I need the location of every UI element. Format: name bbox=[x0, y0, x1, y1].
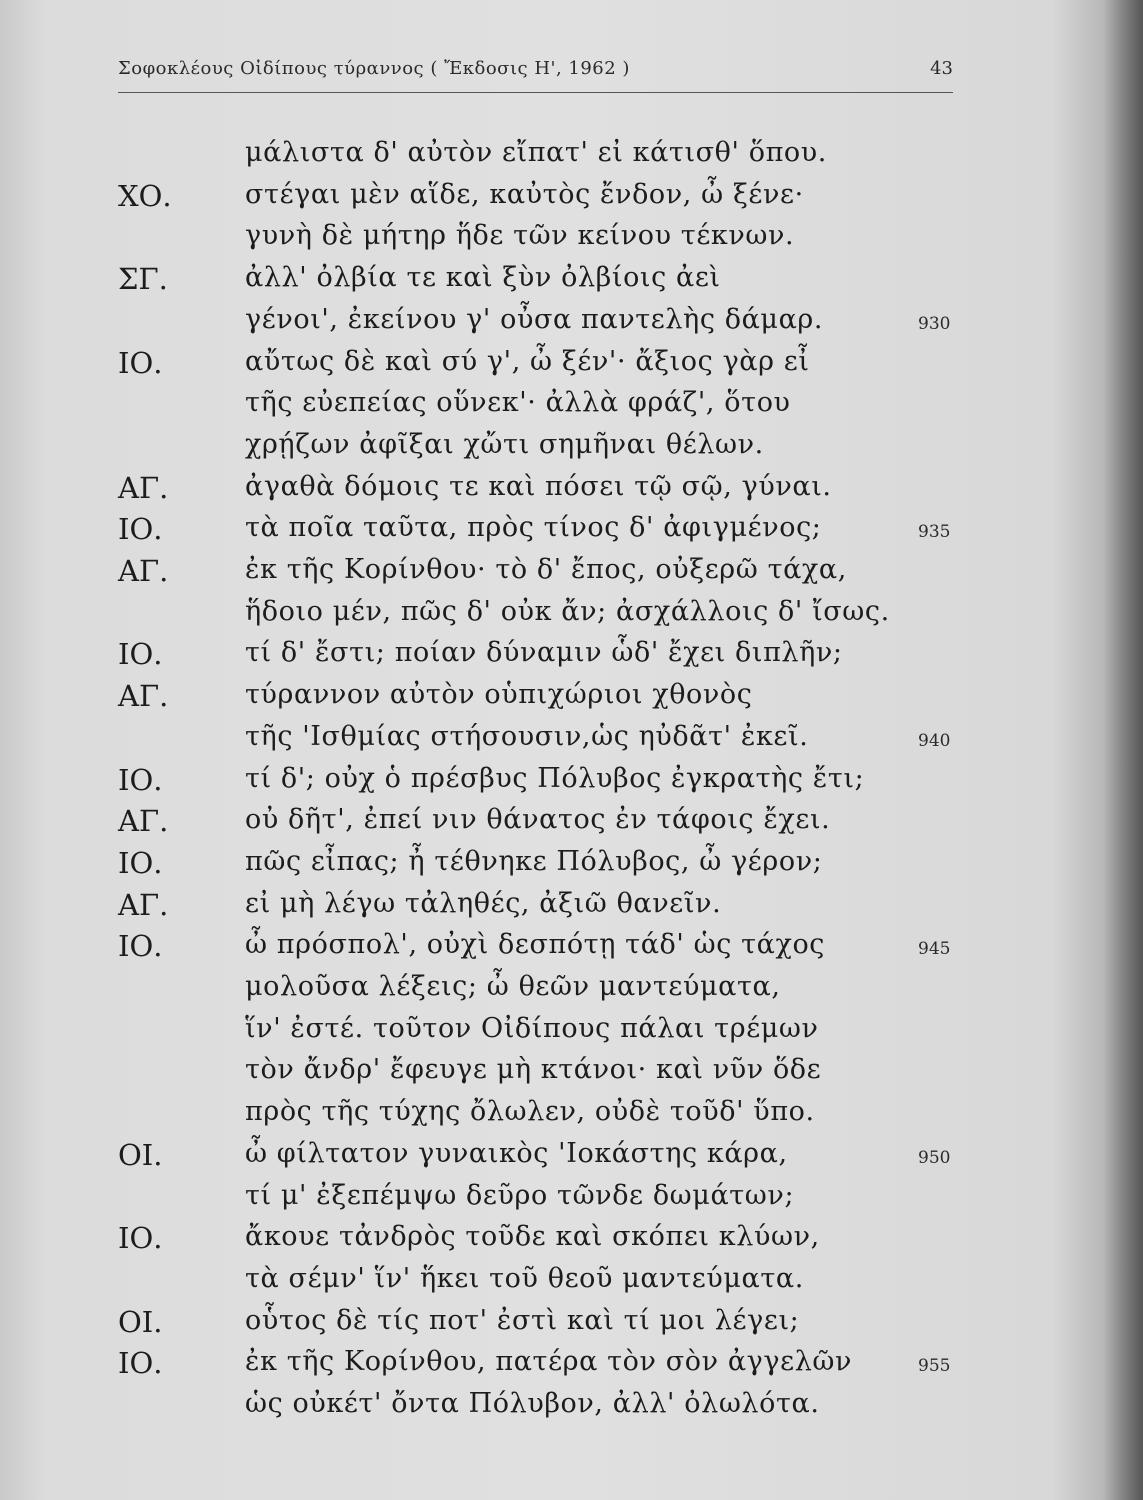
speaker-label: ΙΟ. bbox=[118, 637, 163, 672]
line-number: 945 bbox=[918, 939, 951, 960]
verse-line bbox=[0, 304, 1143, 346]
speaker-label: ΙΟ. bbox=[118, 929, 163, 964]
verse-text: τί μ' ἐξεπέμψω δεῦρο τῶνδε δωμάτων; bbox=[245, 1179, 795, 1211]
verse-line bbox=[0, 763, 1143, 805]
verse-line bbox=[0, 1263, 1143, 1305]
verse-line bbox=[0, 1180, 1143, 1222]
speaker-label: ΑΓ. bbox=[118, 887, 169, 922]
verse-line bbox=[0, 554, 1143, 596]
verse-line bbox=[0, 179, 1143, 221]
verse-line bbox=[0, 679, 1143, 721]
verse-line bbox=[0, 1346, 1143, 1388]
verse-text: ἀγαθὰ δόμοις τε καὶ πόσει τῷ σῷ, γύναι. bbox=[245, 470, 832, 502]
speaker-label: ΙΟ. bbox=[118, 1221, 163, 1256]
verse-text: χρῄζων ἀφῖξαι χὤτι σημῆναι θέλων. bbox=[245, 428, 764, 460]
verse-line bbox=[0, 888, 1143, 930]
verse-line bbox=[0, 1221, 1143, 1263]
speaker-label: ΑΓ. bbox=[118, 804, 169, 839]
verse-text: πρὸς τῆς τύχης ὄλωλεν, οὐδὲ τοῦδ' ὕπο. bbox=[245, 1096, 815, 1128]
speaker-label: ΑΓ. bbox=[118, 554, 169, 588]
verse-text: τῆς εὐεπείας οὕνεκ'· ἀλλὰ φράζ', ὅτου bbox=[245, 387, 791, 419]
speaker-label: ΙΟ. bbox=[118, 1346, 163, 1381]
page-number: 43 bbox=[930, 58, 953, 79]
speaker-label: ΑΓ. bbox=[118, 679, 169, 714]
verse-line bbox=[0, 721, 1143, 763]
verse-text: μολοῦσα λέξεις; ὦ θεῶν μαντεύματα, bbox=[245, 971, 781, 1002]
verse-line bbox=[0, 1388, 1143, 1430]
verse-line bbox=[0, 346, 1143, 388]
verse-text: γένοι', ἐκείνου γ' οὖσα παντελὴς δάμαρ. bbox=[245, 303, 824, 335]
line-number: 940 bbox=[918, 730, 951, 751]
verse-text: τὸν ἄνδρ' ἔφευγε μὴ κτάνοι· καὶ νῦν ὅδε bbox=[245, 1054, 822, 1086]
verse-text: τῆς 'Ισθμίας στήσουσιν,ὡς ηὐδᾶτ' ἐκεῖ. bbox=[245, 720, 809, 752]
verse-text: γυνὴ δὲ μήτηρ ἥδε τῶν κείνου τέκνων. bbox=[245, 220, 795, 252]
verse-line bbox=[0, 637, 1143, 679]
verse-text: ὦ πρόσπολ', οὐχὶ δεσπότῃ τάδ' ὡς τάχος bbox=[245, 929, 826, 961]
verse-text: ὦ φίλτατον γυναικὸς 'Ιοκάστης κάρα, bbox=[245, 1137, 788, 1169]
verse-text: μάλιστα δ' αὐτὸν εἴπατ' εἰ κάτισθ' ὅπου. bbox=[245, 137, 827, 168]
verse-text: τὰ ποῖα ταῦτα, πρὸς τίνος δ' ἀφιγμένος; bbox=[245, 512, 822, 544]
verse-line bbox=[0, 1305, 1143, 1347]
verse-line bbox=[0, 1138, 1143, 1180]
line-number: 955 bbox=[918, 1356, 951, 1377]
verse-line bbox=[0, 1013, 1143, 1055]
verse-line bbox=[0, 804, 1143, 846]
speaker-label: ΣΓ. bbox=[118, 262, 168, 297]
speaker-label: ΙΟ. bbox=[118, 845, 163, 880]
verse-line bbox=[0, 262, 1143, 304]
running-title: Σοφοκλέους Οἰδίπους τύραννος ( Ἔκδοσις Η', 1962 ) bbox=[118, 58, 630, 79]
verse-text: ὡς οὐκέτ' ὄντα Πόλυβον, ἀλλ' ὀλωλότα. bbox=[245, 1388, 820, 1419]
speaker-label: ΧΟ. bbox=[118, 178, 172, 213]
verse-line bbox=[0, 429, 1143, 471]
verse-line bbox=[0, 846, 1143, 888]
line-number: 935 bbox=[918, 522, 951, 543]
verse-text: ἥδοιο μέν, πῶς δ' οὐκ ἄν; ἀσχάλλοις δ' ἴσως. bbox=[245, 595, 890, 627]
verse-text: οὐ δῆτ', ἐπεί νιν θάνατος ἐν τάφοις ἔχει. bbox=[245, 804, 831, 836]
verse-text: τύραννον αὐτὸν οὑπιχώριοι χθονὸς bbox=[245, 679, 753, 711]
verse-text: αὔτως δὲ καὶ σύ γ', ὦ ξέν'· ἄξιος γὰρ εἶ bbox=[245, 345, 810, 377]
verse-text: τί δ' ἔστι; ποίαν δύναμιν ὧδ' ἔχει διπλῆν; bbox=[245, 637, 843, 669]
verse-text: ἵν' ἐστέ. τοῦτον Οἰδίπους πάλαι τρέμων bbox=[245, 1012, 819, 1044]
verse-line bbox=[0, 387, 1143, 429]
speaker-label: ΙΟ. bbox=[118, 512, 163, 547]
verse-line bbox=[0, 596, 1143, 638]
verse-text: ἐκ τῆς Κορίνθου· τὸ δ' ἔπος, οὐξερῶ τάχα, bbox=[245, 554, 847, 585]
verse-text: οὗτος δὲ τίς ποτ' ἐστὶ καὶ τί μοι λέγει; bbox=[245, 1304, 800, 1336]
verse-text: τί δ'; οὐχ ὁ πρέσβυς Πόλυβος ἐγκρατὴς ἔτι; bbox=[245, 762, 865, 794]
verse-line bbox=[0, 1096, 1143, 1138]
speaker-label: ΑΓ. bbox=[118, 470, 169, 505]
verse-text: τὰ σέμν' ἵν' ἥκει τοῦ θεοῦ μαντεύματα. bbox=[245, 1262, 804, 1294]
verse-line bbox=[0, 471, 1143, 513]
speaker-label: ΟΙ. bbox=[118, 1137, 163, 1172]
line-number: 950 bbox=[918, 1147, 951, 1168]
verse-line bbox=[0, 512, 1143, 554]
verse-text: ἀλλ' ὀλβία τε καὶ ξὺν ὀλβίοις ἀεὶ bbox=[245, 262, 721, 294]
line-number: 930 bbox=[918, 313, 951, 334]
verse-line bbox=[0, 929, 1143, 971]
speaker-label: ΟΙ. bbox=[118, 1304, 163, 1339]
verse-text: πῶς εἶπας; ἦ τέθνηκε Πόλυβος, ὦ γέρον; bbox=[245, 845, 823, 877]
verse-text: εἰ μὴ λέγω τἀληθές, ἀξιῶ θανεῖν. bbox=[245, 887, 722, 919]
speaker-label: ΙΟ. bbox=[118, 762, 163, 797]
speaker-label: ΙΟ. bbox=[118, 345, 163, 380]
verse-line bbox=[0, 1054, 1143, 1096]
verse-text: ἄκουε τἀνδρὸς τοῦδε καὶ σκόπει κλύων, bbox=[245, 1221, 820, 1253]
verse-line bbox=[0, 137, 1143, 179]
verse-line bbox=[0, 971, 1143, 1013]
verse-text: στέγαι μὲν αἵδε, καὐτὸς ἔνδον, ὦ ξένε· bbox=[245, 178, 804, 210]
verse-text: ἐκ τῆς Κορίνθου, πατέρα τὸν σὸν ἀγγελῶν bbox=[245, 1346, 853, 1378]
verse-line bbox=[0, 220, 1143, 262]
